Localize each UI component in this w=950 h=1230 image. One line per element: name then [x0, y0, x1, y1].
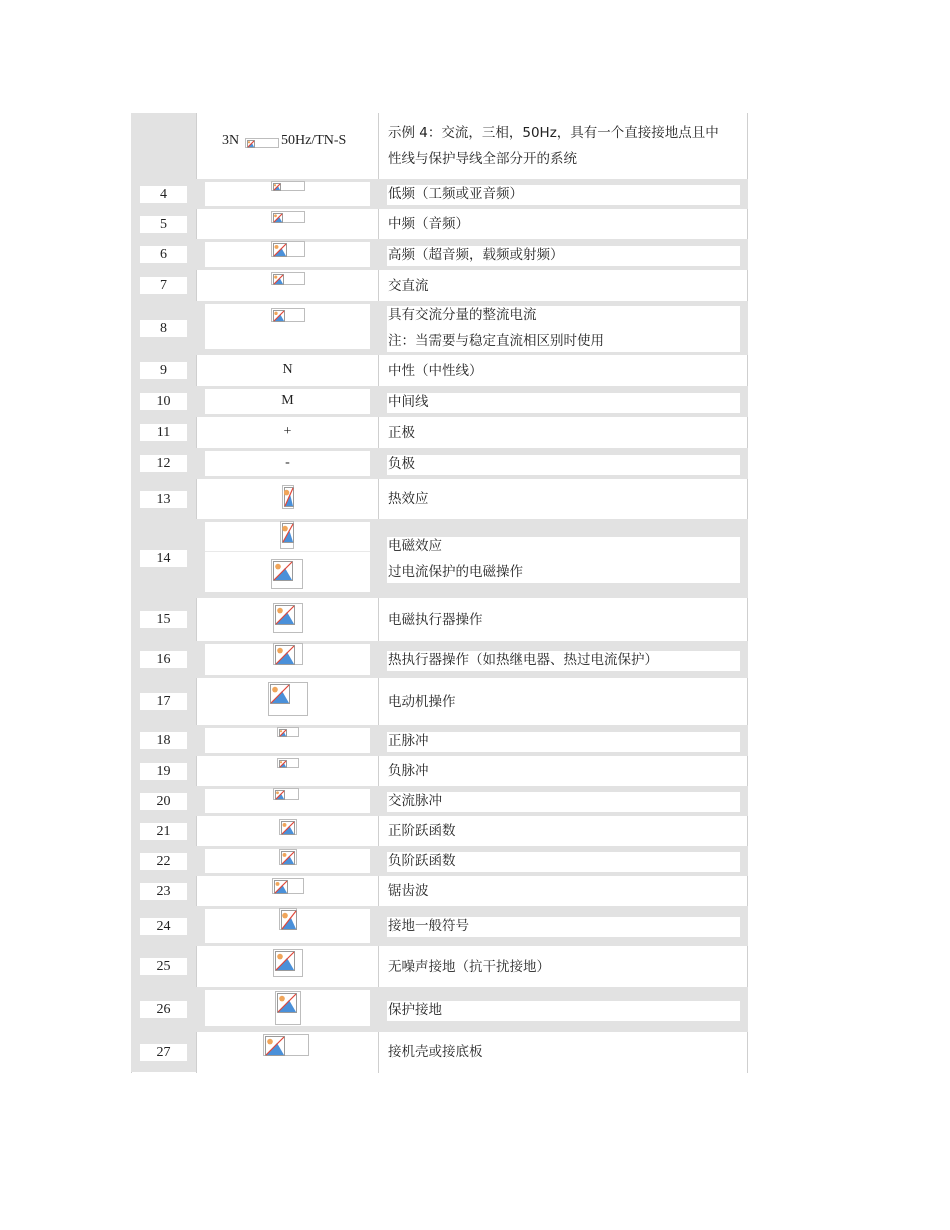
table-row — [131, 725, 748, 756]
description-text: 高频（超音频，载频或射频） — [388, 247, 564, 263]
table-row — [131, 239, 748, 270]
broken-image-icon — [271, 181, 305, 191]
broken-image-icon — [272, 878, 304, 894]
symbol-cell — [197, 1032, 378, 1072]
row-number-cell — [131, 448, 196, 479]
row-number: 7 — [140, 277, 187, 294]
symbol-cell — [197, 678, 378, 725]
table-row — [131, 270, 748, 301]
description-text: 电动机操作 — [388, 694, 456, 710]
description-cell — [379, 946, 748, 987]
row-number-cell — [131, 479, 196, 519]
description-cell — [379, 239, 748, 270]
symbol-cell — [197, 641, 378, 678]
description-text: 接地一般符号 — [388, 918, 469, 934]
broken-image-icon — [245, 138, 279, 148]
broken-image-icon — [277, 727, 299, 737]
table-row — [131, 1032, 748, 1072]
row-number-cell — [131, 209, 196, 239]
table-row — [131, 846, 748, 876]
table-row — [131, 113, 748, 179]
broken-image-icon — [263, 1034, 309, 1056]
row-number: 6 — [140, 246, 187, 263]
row-number: 25 — [140, 958, 187, 975]
symbol-cell — [197, 239, 378, 270]
description-cell — [379, 641, 748, 678]
table-row — [131, 209, 748, 239]
row-number-cell — [131, 946, 196, 987]
symbol-text: + — [283, 424, 292, 439]
table-row — [131, 386, 748, 417]
description-cell — [379, 301, 748, 355]
symbol-cell — [197, 946, 378, 987]
row-number: 5 — [140, 216, 187, 233]
symbol-cell — [197, 479, 378, 519]
description-cell — [379, 209, 748, 239]
table-row — [131, 448, 748, 479]
symbol-text-left: 3N — [222, 133, 240, 148]
row-number-cell — [131, 756, 196, 786]
row-number-cell — [131, 239, 196, 270]
symbol-cell — [197, 417, 378, 448]
description-text: 正极 — [388, 425, 415, 441]
symbol-cell — [197, 756, 378, 786]
description-text: 负极 — [388, 456, 415, 472]
row-number-cell — [131, 678, 196, 725]
row-number: 19 — [140, 763, 187, 780]
description-text: 电磁效应 — [388, 538, 442, 554]
description-text: 中间线 — [388, 394, 429, 410]
cell-divider — [205, 551, 370, 552]
row-number: 22 — [140, 853, 187, 870]
broken-image-icon — [273, 603, 303, 633]
row-number-cell — [131, 906, 196, 946]
table-row — [131, 946, 748, 987]
description-cell — [379, 448, 748, 479]
description-text: 热执行器操作（如热继电器、热过电流保护） — [388, 652, 658, 668]
description-text: 接机壳或接底板 — [388, 1044, 483, 1060]
row-number-cell — [131, 386, 196, 417]
description-text: 保护接地 — [388, 1002, 442, 1018]
row-number-cell — [131, 876, 196, 906]
symbol-table — [131, 113, 748, 1073]
row-number-cell — [131, 113, 196, 179]
row-number-cell — [131, 301, 196, 355]
row-number: 18 — [140, 732, 187, 749]
symbol-cell — [197, 113, 378, 179]
symbol-cell — [197, 270, 378, 301]
broken-image-icon — [271, 211, 305, 223]
row-number-cell — [131, 641, 196, 678]
symbol-cell — [197, 179, 378, 209]
description-cell — [379, 756, 748, 786]
symbol-cell — [197, 209, 378, 239]
row-number-cell — [131, 786, 196, 816]
description-text: 交流脉冲 — [388, 793, 442, 809]
description-text: 正脉冲 — [388, 733, 429, 749]
table-row — [131, 678, 748, 725]
description-cell — [379, 598, 748, 641]
description-cell — [379, 846, 748, 876]
description-text: 电磁执行器操作 — [388, 612, 483, 628]
symbol-text: N — [282, 362, 293, 377]
symbol-cell — [197, 355, 378, 386]
description-text: 具有交流分量的整流电流 — [388, 307, 537, 323]
table-row — [131, 816, 748, 846]
row-number: 13 — [140, 491, 187, 508]
row-number: 26 — [140, 1001, 187, 1018]
table-row — [131, 417, 748, 448]
broken-image-icon — [277, 758, 299, 768]
row-number-cell — [131, 417, 196, 448]
description-cell — [379, 386, 748, 417]
broken-image-icon — [279, 819, 297, 835]
row-number: 24 — [140, 918, 187, 935]
row-number: 27 — [140, 1044, 187, 1061]
table-row — [131, 179, 748, 209]
row-number-cell — [131, 598, 196, 641]
description-cell — [379, 479, 748, 519]
description-text: 中频（音频） — [388, 216, 469, 232]
description-text: 无噪声接地（抗干扰接地） — [388, 959, 550, 975]
broken-image-icon — [280, 521, 294, 549]
broken-image-icon — [268, 682, 308, 716]
description-cell — [379, 816, 748, 846]
description-cell — [379, 270, 748, 301]
symbol-cell — [197, 846, 378, 876]
row-number: 23 — [140, 883, 187, 900]
description-cell — [379, 786, 748, 816]
broken-image-icon — [273, 949, 303, 977]
table-row — [131, 906, 748, 946]
description-cell — [379, 678, 748, 725]
description-text: 正阶跃函数 — [388, 823, 456, 839]
description-cell — [379, 113, 748, 179]
row-number: 21 — [140, 823, 187, 840]
description-cell — [379, 355, 748, 386]
description-text: 性线与保护导线全部分开的系统 — [388, 151, 577, 167]
symbol-text: M — [281, 393, 294, 408]
row-number: 8 — [140, 320, 187, 337]
description-text: 锯齿波 — [388, 883, 429, 899]
description-cell — [379, 725, 748, 756]
row-number: 4 — [140, 186, 187, 203]
description-text: 热效应 — [388, 491, 429, 507]
broken-image-icon — [275, 991, 301, 1025]
row-number-cell — [131, 519, 196, 598]
broken-image-icon — [271, 559, 303, 589]
table-row — [131, 479, 748, 519]
table-row — [131, 519, 748, 598]
table-row — [131, 355, 748, 386]
description-text: 注：当需要与稳定直流相区别时使用 — [388, 333, 604, 349]
table-row — [131, 786, 748, 816]
table-row — [131, 301, 748, 355]
broken-image-icon — [271, 241, 305, 257]
symbol-cell — [197, 301, 378, 355]
description-text: 低频（工频或亚音频） — [388, 186, 523, 202]
description-cell — [379, 1032, 748, 1072]
description-text: 负脉冲 — [388, 763, 429, 779]
broken-image-icon — [273, 788, 299, 800]
description-cell — [379, 179, 748, 209]
description-text: 负阶跃函数 — [388, 853, 456, 869]
symbol-cell — [197, 598, 378, 641]
row-number: 17 — [140, 693, 187, 710]
row-number: 20 — [140, 793, 187, 810]
description-cell — [379, 876, 748, 906]
symbol-cell — [197, 987, 378, 1032]
table-row — [131, 641, 748, 678]
row-number: 10 — [140, 393, 187, 410]
row-number-cell — [131, 816, 196, 846]
broken-image-icon — [271, 272, 305, 285]
row-number-cell — [131, 355, 196, 386]
symbol-cell — [197, 816, 378, 846]
broken-image-icon — [282, 485, 294, 509]
row-number-cell — [131, 846, 196, 876]
symbol-text-right: 50Hz/TN-S — [281, 133, 347, 148]
row-number-cell — [131, 179, 196, 209]
row-number: 16 — [140, 651, 187, 668]
row-number-cell — [131, 270, 196, 301]
description-cell — [379, 417, 748, 448]
symbol-cell — [197, 876, 378, 906]
description-text: 中性（中性线） — [388, 363, 483, 379]
row-number: 12 — [140, 455, 187, 472]
table-row — [131, 598, 748, 641]
description-cell — [379, 906, 748, 946]
row-number: 14 — [140, 550, 187, 567]
row-number-cell — [131, 725, 196, 756]
row-number: 15 — [140, 611, 187, 628]
symbol-text: - — [285, 455, 290, 470]
broken-image-icon — [273, 643, 303, 665]
row-number: 9 — [140, 362, 187, 379]
symbol-cell — [197, 725, 378, 756]
symbol-cell — [197, 786, 378, 816]
description-text: 示例 4：交流，三相，50Hz，具有一个直接接地点且中 — [388, 125, 719, 141]
symbol-cell — [197, 448, 378, 479]
table-row — [131, 987, 748, 1032]
symbol-cell — [197, 906, 378, 946]
description-text: 过电流保护的电磁操作 — [388, 564, 523, 580]
row-number: 11 — [140, 424, 187, 441]
description-cell — [379, 987, 748, 1032]
table-row — [131, 756, 748, 786]
broken-image-icon — [271, 308, 305, 322]
symbol-cell — [197, 386, 378, 417]
row-number-cell — [131, 987, 196, 1032]
description-cell — [379, 519, 748, 598]
row-number-cell — [131, 1032, 196, 1072]
table-row — [131, 876, 748, 906]
broken-image-icon — [279, 908, 297, 930]
symbol-cell — [197, 519, 378, 598]
description-text: 交直流 — [388, 278, 429, 294]
broken-image-icon — [279, 849, 297, 865]
